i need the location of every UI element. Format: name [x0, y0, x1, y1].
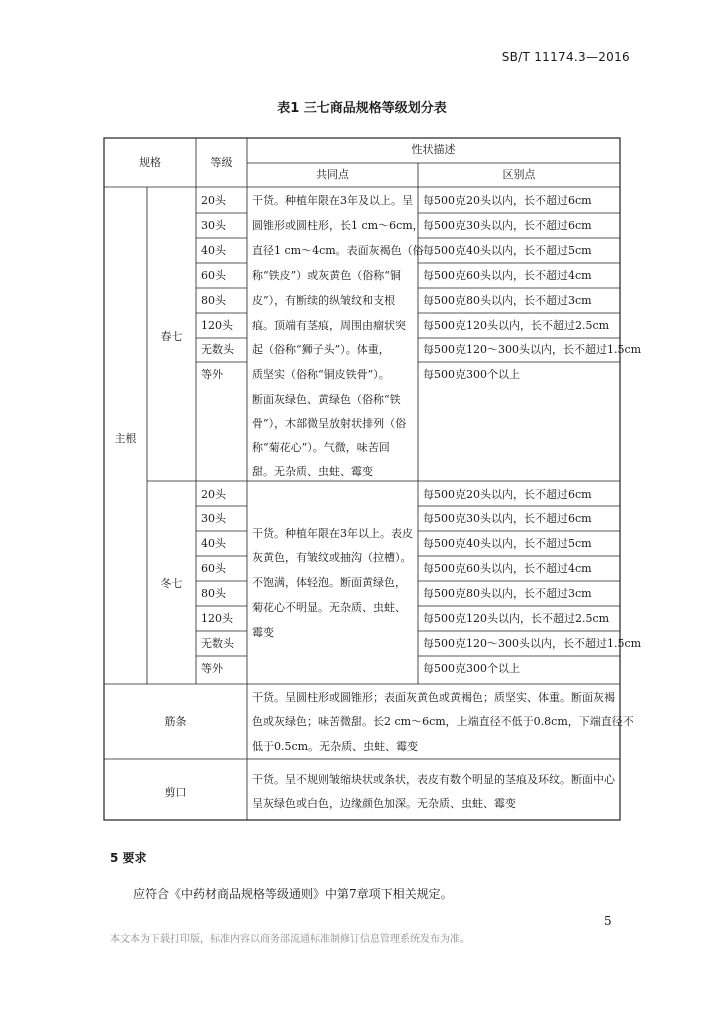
header-traits: 性状描述 — [411, 143, 456, 156]
dongqi-diff: 每500克60头以内，长不超过4cm — [423, 562, 592, 575]
chunqi-diff: 每500克20头以内，长不超过6cm — [423, 194, 592, 207]
section-title: 5 要求 — [110, 851, 147, 865]
dongqi-diff: 每500克40头以内，长不超过5cm — [423, 537, 592, 550]
jintiao-line: 低于0.5cm。无杂质、虫蛀、霉变 — [252, 740, 419, 753]
main-root-label: 主根 — [114, 432, 137, 445]
dongqi-grade: 30头 — [201, 512, 226, 525]
dongqi-common-line: 干货。种植年限在3年以上。表皮 — [252, 527, 413, 540]
header-difference: 区别点 — [502, 168, 536, 181]
chunqi-grade: 120头 — [201, 319, 233, 332]
dongqi-diff: 每500克30头以内，长不超过6cm — [423, 512, 592, 525]
dongqi-common-line: 灰黄色，有皱纹或抽沟（拉槽）。 — [252, 551, 412, 564]
chunqi-grade: 30头 — [201, 219, 226, 232]
dongqi-grade: 120头 — [201, 612, 233, 625]
chunqi-diff: 每500克40头以内，长不超过5cm — [423, 244, 592, 257]
chunqi-common-line: 质坚实（俗称“铜皮铁骨”）。 — [252, 368, 390, 381]
jiankou-label: 剪口 — [164, 786, 187, 799]
chunqi-common-line: 痕。顶端有茎痕，周围由瘤状突 — [252, 319, 406, 332]
dongqi-diff: 每500克80头以内，长不超过3cm — [423, 587, 592, 600]
dongqi-common-line: 菊花心不明显。无杂质、虫蛀、 — [252, 601, 406, 614]
chunqi-diff: 每500克60头以内，长不超过4cm — [423, 269, 592, 282]
chunqi-common-line: 称“铁皮”）或灰黄色（俗称“铜 — [252, 269, 401, 282]
chunqi-common-line: 甜。无杂质、虫蛀、霉变 — [252, 465, 373, 478]
dongqi-grade: 80头 — [201, 587, 226, 600]
chunqi-grade: 60头 — [201, 269, 226, 282]
dongqi-common-line: 霉变 — [252, 626, 274, 639]
header-grade: 等级 — [210, 156, 233, 169]
dongqi-diff: 每500克20头以内，长不超过6cm — [423, 488, 592, 501]
jintiao-label: 筋条 — [164, 715, 187, 728]
jiankou-line: 呈灰绿色或白色，边缘颜色加深。无杂质、虫蛀、霉变 — [252, 797, 516, 810]
standard-number: SB/T 11174.3—2016 — [501, 50, 630, 64]
dongqi-grade: 无数头 — [201, 637, 234, 650]
jintiao-line: 色或灰绿色；味苦微甜。长2 cm～6cm，上端直径不低于0.8cm，下端直径不 — [252, 715, 634, 728]
footer-note: 本文本为下载打印版，标准内容以商务部流通标准制修订信息管理系统发布为准。 — [110, 934, 470, 945]
section-text: 应符合《中药材商品规格等级通则》中第7章项下相关规定。 — [133, 887, 453, 901]
header-spec: 规格 — [139, 156, 161, 169]
page-number: 5 — [604, 914, 612, 928]
chunqi-diff: 每500克300个以上 — [423, 368, 520, 381]
chunqi-grade: 80头 — [201, 294, 226, 307]
chunqi-common-line: 圆锥形或圆柱形，长1 cm～6cm， — [252, 219, 424, 232]
chunqi-grade: 无数头 — [201, 343, 234, 356]
dongqi-grade: 60头 — [201, 562, 226, 575]
dongqi-diff: 每500克300个以上 — [423, 662, 520, 675]
chunqi-grade: 20头 — [201, 194, 226, 207]
jiankou-line: 干货。呈不规则皱缩块状或条状，表皮有数个明显的茎痕及环纹。断面中心 — [252, 773, 615, 786]
chunqi-label: 春七 — [160, 330, 183, 343]
dongqi-grade: 40头 — [201, 537, 226, 550]
chunqi-grade: 等外 — [201, 368, 223, 381]
jintiao-line: 干货。呈圆柱形或圆锥形；表面灰黄色或黄褐色；质坚实、体重。断面灰褐 — [252, 691, 615, 704]
chunqi-common-line: 称“菊花心”）。气微，味苦回 — [252, 441, 390, 454]
chunqi-grade: 40头 — [201, 244, 226, 257]
chunqi-diff: 每500克30头以内，长不超过6cm — [423, 219, 592, 232]
dongqi-common-line: 不饱满，体轻泡。断面黄绿色， — [252, 576, 406, 589]
dongqi-grade: 20头 — [201, 488, 226, 501]
dongqi-diff: 每500克120～300头以内，长不超过1.5cm — [423, 637, 642, 650]
chunqi-diff: 每500克80头以内，长不超过3cm — [423, 294, 592, 307]
chunqi-common-line: 起（俗称“狮子头”）。体重， — [252, 343, 390, 356]
dongqi-diff: 每500克120头以内，长不超过2.5cm — [423, 612, 610, 625]
header-common: 共同点 — [316, 168, 349, 181]
chunqi-common-line: 皮”），有断续的纵皱纹和支根 — [252, 294, 396, 307]
chunqi-common-line: 干货。种植年限在3年及以上。呈 — [252, 194, 413, 207]
chunqi-common-line: 骨”），木部微呈放射状排列（俗 — [252, 417, 407, 430]
chunqi-common-line: 断面灰绿色、黄绿色（俗称“铁 — [252, 393, 401, 406]
chunqi-diff: 每500克120头以内，长不超过2.5cm — [423, 319, 610, 332]
chunqi-diff: 每500克120～300头以内，长不超过1.5cm — [423, 343, 642, 356]
dongqi-label: 冬七 — [160, 577, 183, 590]
chunqi-common-line: 直径1 cm～4cm。表面灰褐色（俗 — [252, 244, 424, 257]
dongqi-grade: 等外 — [201, 662, 223, 675]
table-caption: 表1 三七商品规格等级划分表 — [277, 101, 447, 116]
